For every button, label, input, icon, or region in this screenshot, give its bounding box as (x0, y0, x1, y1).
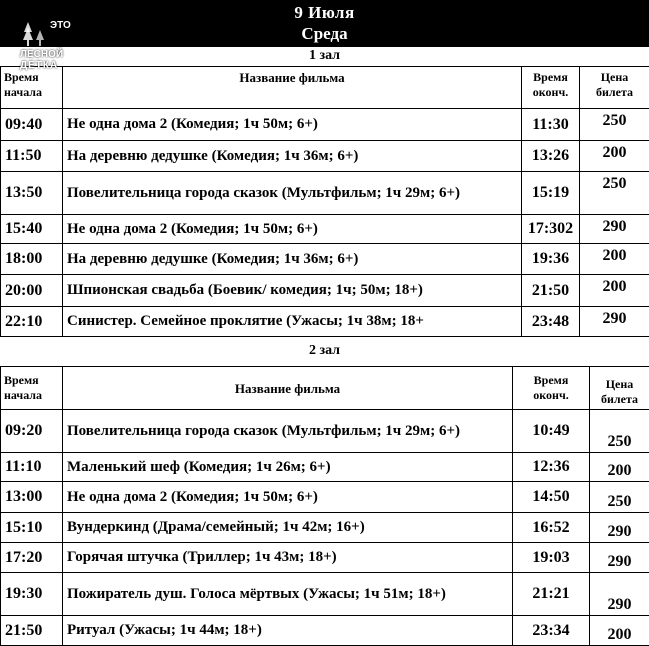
ticket-price: 200 (580, 244, 649, 275)
film-title: На деревню дедушке (Комедия; 1ч 36м; 6+) (63, 244, 522, 275)
table-row (1, 172, 649, 215)
hall-2-title: 2 зал (0, 343, 649, 359)
ticket-price: 290 (590, 573, 649, 616)
ticket-price: 200 (590, 453, 649, 482)
ticket-price: 250 (590, 410, 649, 453)
start-time: 22:10 (1, 307, 63, 337)
start-time: 19:30 (1, 573, 63, 616)
hall-1-table (0, 66, 649, 337)
film-title: Ритуал (Ужасы; 1ч 44м; 18+) (63, 616, 513, 646)
table-row (1, 482, 649, 513)
start-time: 20:00 (1, 275, 63, 307)
end-time: 19:03 (513, 543, 590, 573)
start-time: 15:10 (1, 513, 63, 543)
column-header-price: Цена билета (580, 67, 649, 109)
hall-1-title: 1 зал (0, 48, 649, 64)
end-time: 21:21 (513, 573, 590, 616)
film-title: Вундеркинд (Драма/семейный; 1ч 42м; 16+) (63, 513, 513, 543)
end-time: 15:19 (522, 172, 580, 215)
hall-2-table (0, 366, 649, 646)
table-row (1, 513, 649, 543)
end-time: 10:49 (513, 410, 590, 453)
table-row (1, 573, 649, 616)
table-row (1, 543, 649, 573)
column-header-end: Время оконч. (522, 67, 580, 109)
start-time: 21:50 (1, 616, 63, 646)
film-title: Шпионская свадьба (Боевик/ комедия; 1ч; 50м; 18+) (63, 275, 522, 307)
ticket-price: 290 (590, 543, 649, 573)
end-time: 23:34 (513, 616, 590, 646)
start-time: 11:50 (1, 141, 63, 172)
column-header-end: Время оконч. (513, 367, 590, 410)
film-title: Повелительница города сказок (Мультфильм; 1ч 29м; 6+) (63, 172, 522, 215)
film-title: Пожиратель душ. Голоса мёртвых (Ужасы; 1ч 51м; 18+) (63, 573, 513, 616)
film-title: Не одна дома 2 (Комедия; 1ч 50м; 6+) (63, 482, 513, 513)
ticket-price: 200 (580, 141, 649, 172)
column-header-start: Время начала (1, 367, 63, 410)
table-row (1, 453, 649, 482)
end-time: 11:30 (522, 109, 580, 141)
start-time: 13:00 (1, 482, 63, 513)
column-header-title: Название фильма (63, 67, 522, 109)
table-row (1, 616, 649, 646)
ticket-price: 250 (590, 482, 649, 513)
watermark-logo (18, 18, 74, 72)
start-time: 09:40 (1, 109, 63, 141)
start-time: 13:50 (1, 172, 63, 215)
end-time: 17:302 (522, 215, 580, 244)
film-title: Синистер. Семейное проклятие (Ужасы; 1ч 38м; 18+ (63, 307, 522, 337)
ticket-price: 250 (580, 109, 649, 141)
start-time: 17:20 (1, 543, 63, 573)
table-row (1, 215, 649, 244)
end-time: 16:52 (513, 513, 590, 543)
film-title: Не одна дома 2 (Комедия; 1ч 50м; 6+) (63, 109, 522, 141)
date-header (0, 0, 649, 47)
end-time: 19:36 (522, 244, 580, 275)
ticket-price: 290 (580, 307, 649, 337)
table-row (1, 109, 649, 141)
column-header-price: Цена билета (590, 367, 649, 410)
film-title: Маленький шеф (Комедия; 1ч 26м; 6+) (63, 453, 513, 482)
column-header-start: Время начала (1, 67, 63, 109)
logo-text-bottom: ДЕТКА (20, 60, 58, 71)
ticket-price: 200 (590, 616, 649, 646)
end-time: 14:50 (513, 482, 590, 513)
film-title: Не одна дома 2 (Комедия; 1ч 50м; 6+) (63, 215, 522, 244)
logo-text-middle: ЛЕСНОЙ (20, 49, 63, 60)
tree-icon (22, 20, 52, 50)
weekday-title: Среда (0, 24, 649, 44)
ticket-price: 290 (590, 513, 649, 543)
start-time: 18:00 (1, 244, 63, 275)
film-title: Горячая штучка (Триллер; 1ч 43м; 18+) (63, 543, 513, 573)
start-time: 15:40 (1, 215, 63, 244)
end-time: 13:26 (522, 141, 580, 172)
start-time: 09:20 (1, 410, 63, 453)
start-time: 11:10 (1, 453, 63, 482)
date-title: 9 Июля (0, 3, 649, 23)
table-header-row (1, 367, 649, 410)
table-row (1, 275, 649, 307)
column-header-title: Название фильма (63, 367, 513, 410)
ticket-price: 290 (580, 215, 649, 244)
table-row (1, 307, 649, 337)
table-header-row (1, 67, 649, 109)
end-time: 12:36 (513, 453, 590, 482)
end-time: 21:50 (522, 275, 580, 307)
logo-text-top: ЭТО (50, 20, 71, 31)
ticket-price: 200 (580, 275, 649, 307)
end-time: 23:48 (522, 307, 580, 337)
ticket-price: 250 (580, 172, 649, 215)
table-row (1, 141, 649, 172)
film-title: На деревню дедушке (Комедия; 1ч 36м; 6+) (63, 141, 522, 172)
film-title: Повелительница города сказок (Мультфильм; 1ч 29м; 6+) (63, 410, 513, 453)
table-row (1, 410, 649, 453)
table-row (1, 244, 649, 275)
